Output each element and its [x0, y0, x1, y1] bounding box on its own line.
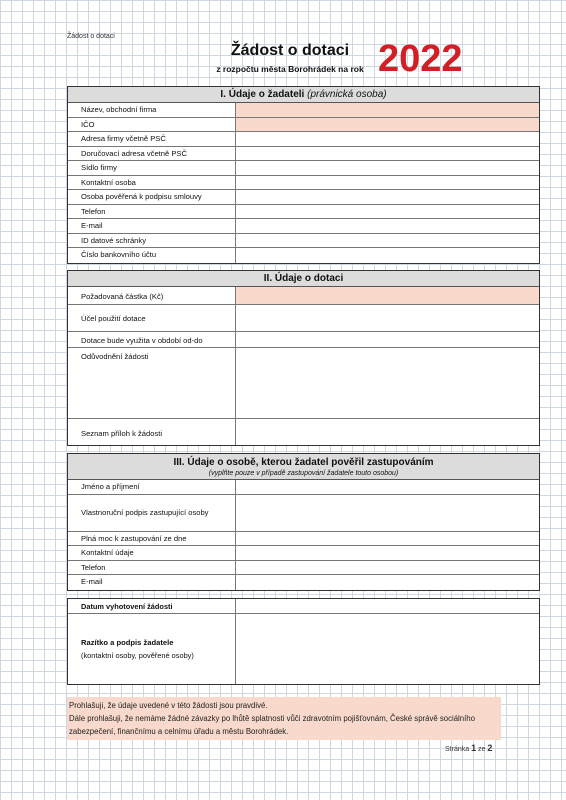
- section-signature: [67, 598, 540, 685]
- seat-field[interactable]: [236, 161, 539, 175]
- form-row-rep-email: E-mail: [68, 575, 539, 590]
- form-row-amount: Požadovaná částka (Kč): [68, 287, 539, 305]
- date-field[interactable]: [236, 599, 539, 613]
- form-row-seat: Sídlo firmy: [68, 161, 539, 176]
- declaration-line-2: Dále prohlašuji, že nemáme žádné závazky po lhůtě splatnosti vůči zdravotním pojišťovnám, České správě sociálního zabezpečení, finančnímu a celnímu úřadu a městu Borohrádek.: [69, 714, 475, 736]
- stamp-sub-label: (kontaktní osoby, pověřené osoby): [81, 651, 194, 660]
- section-representative: [67, 453, 540, 591]
- rep-signature-field[interactable]: [236, 495, 539, 531]
- form-row-rep-phone: Telefon: [68, 561, 539, 576]
- section-grant-title: II. Údaje o dotaci: [68, 271, 539, 287]
- form-row-rep-signature: Vlastnoruční podpis zastupující osoby: [68, 495, 539, 532]
- rep-contact-field[interactable]: [236, 546, 539, 560]
- form-row-stamp: [68, 614, 539, 684]
- form-row-rep-contact: Kontaktní údaje: [68, 546, 539, 561]
- form-row-power-of-attorney: Plná moc k zastupování ze dne: [68, 532, 539, 547]
- amount-field[interactable]: [236, 287, 539, 304]
- form-row-company-name: Název, obchodní firma: [68, 103, 539, 118]
- declaration: [67, 697, 501, 740]
- address-field[interactable]: [236, 132, 539, 146]
- data-box-field[interactable]: [236, 234, 539, 248]
- attachments-field[interactable]: [236, 419, 539, 445]
- stamp-field[interactable]: [236, 614, 539, 684]
- page-subtitle: z rozpočtu města Borohrádek na rok: [216, 64, 364, 74]
- form-row-ico: IČO: [68, 118, 539, 133]
- form-row-purpose: Účel použití dotace: [68, 305, 539, 332]
- form-row-rep-name: Jméno a příjmení: [68, 480, 539, 495]
- form-row-date: Datum vyhotovení žádosti: [68, 599, 539, 614]
- form-row-authorized-person: Osoba pověřená k podpisu smlouvy: [68, 190, 539, 205]
- phone-field[interactable]: [236, 205, 539, 219]
- purpose-field[interactable]: [236, 305, 539, 331]
- ico-field[interactable]: [236, 118, 539, 132]
- form-row-data-box: ID datové schránky: [68, 234, 539, 249]
- form-row-bank-account: Číslo bankovního účtu: [68, 248, 539, 263]
- form-row-phone: Telefon: [68, 205, 539, 220]
- justification-field[interactable]: [236, 348, 539, 418]
- rep-email-field[interactable]: [236, 575, 539, 590]
- section-applicant-title: I. Údaje o žadateli (právnická osoba): [68, 87, 539, 103]
- bank-account-field[interactable]: [236, 248, 539, 263]
- company-name-field[interactable]: [236, 103, 539, 117]
- page-number: Stránka 1 ze 2: [445, 743, 493, 753]
- form-row-contact-person: Kontaktní osoba: [68, 176, 539, 191]
- form-row-period: Dotace bude využita v období od-do: [68, 332, 539, 348]
- section-representative-title: III. Údaje o osobě, kterou žadatel pověřil zastupováním (vyplňte pouze v případě zastupování žadatele touto osobou): [68, 454, 539, 480]
- delivery-address-field[interactable]: [236, 147, 539, 161]
- form-row-attachments: Seznam příloh k žádosti: [68, 419, 539, 445]
- stamp-label: Razítko a podpis žadatele: [81, 638, 174, 647]
- title-block: [195, 42, 385, 74]
- period-field[interactable]: [236, 332, 539, 347]
- contact-person-field[interactable]: [236, 176, 539, 190]
- email-field[interactable]: [236, 219, 539, 233]
- authorized-person-field[interactable]: [236, 190, 539, 204]
- year-label: 2022: [378, 38, 463, 80]
- header-note: Žádost o dotaci: [67, 33, 115, 40]
- rep-name-field[interactable]: [236, 480, 539, 494]
- page-title: Žádost o dotaci: [230, 42, 350, 59]
- form-row-email: E-mail: [68, 219, 539, 234]
- declaration-line-1: Prohlašuji, že údaje uvedené v této žádosti jsou pravdivé.: [69, 701, 268, 710]
- form-row-delivery-address: Doručovací adresa včetně PSČ: [68, 147, 539, 162]
- form-row-justification: Odůvodnění žádosti: [68, 348, 539, 419]
- section-applicant: [67, 86, 540, 264]
- form-row-address: Adresa firmy včetně PSČ: [68, 132, 539, 147]
- section-grant: [67, 270, 540, 446]
- power-of-attorney-field[interactable]: [236, 532, 539, 546]
- rep-phone-field[interactable]: [236, 561, 539, 575]
